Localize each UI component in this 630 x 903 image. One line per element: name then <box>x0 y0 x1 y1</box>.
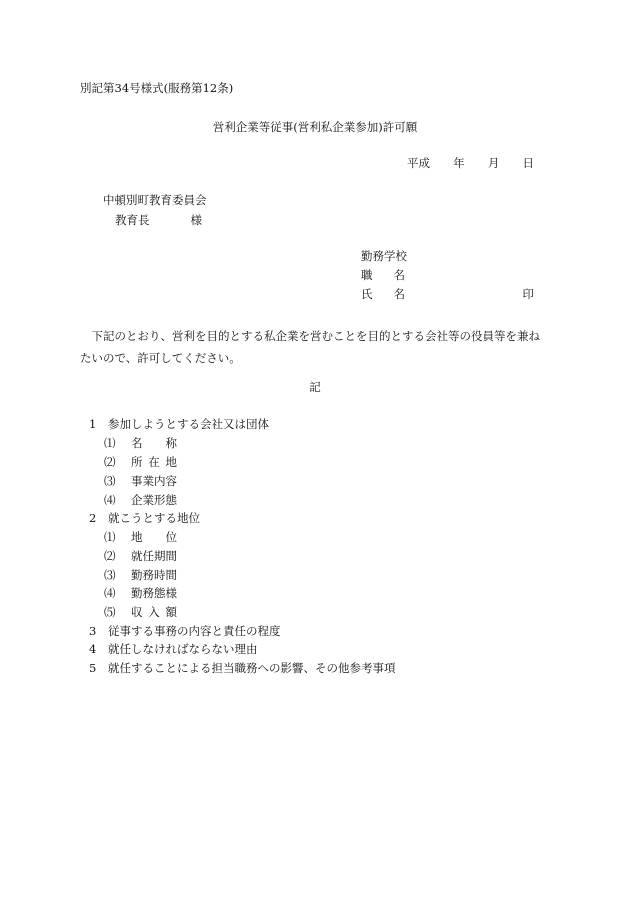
sub-item <box>104 607 177 619</box>
ki-heading: 記 <box>309 380 321 394</box>
sub-item-number: ⑴ <box>104 530 116 544</box>
sub-item-number: ⑵ <box>104 549 116 563</box>
list-item <box>89 663 396 675</box>
list-item <box>89 644 258 656</box>
list-item <box>89 626 281 638</box>
sub-item <box>104 457 177 469</box>
sub-item <box>104 551 177 563</box>
sub-item-number: ⑷ <box>104 586 116 600</box>
sub-item <box>104 438 177 450</box>
name-label-char: 名 <box>393 287 405 301</box>
name-label-char: 氏 <box>361 287 373 301</box>
sub-item <box>104 495 177 507</box>
post-label-char: 職 <box>361 268 373 282</box>
sub-item-label-char: 地 <box>131 530 143 544</box>
list-item <box>89 419 269 431</box>
sub-item-number: ⑵ <box>104 455 116 469</box>
post-label-char: 名 <box>393 268 405 282</box>
item-number: 3 <box>89 624 97 638</box>
sub-item-number: ⑷ <box>104 493 116 507</box>
school-label: 勤務学校 <box>361 249 407 263</box>
date-line <box>407 158 534 170</box>
applicant-name <box>361 289 534 301</box>
sub-item-label-char: 所 <box>131 455 143 469</box>
item-number: 1 <box>89 417 97 431</box>
sub-item-label: 勤務態様 <box>131 586 177 600</box>
request-body-text: 下記のとおり、営利を目的とする私企業を営むことを目的とする会社等の役員等を兼ねたいので、許可してください。 <box>80 329 540 365</box>
sub-item-label-char: 名 <box>131 436 143 450</box>
sub-item-label-char: 収 <box>131 605 143 619</box>
sub-item-number: ⑸ <box>104 605 116 619</box>
item-number: 4 <box>89 642 97 656</box>
sub-item-label-char: 称 <box>165 436 177 450</box>
item-label: 就任しなければならない理由 <box>108 642 258 656</box>
sub-item-label-char: 在 <box>148 455 160 469</box>
addressee-position: 教育長 <box>115 213 150 227</box>
sub-item-number: ⑶ <box>104 474 116 488</box>
sub-item-label: 勤務時間 <box>131 568 177 582</box>
item-label: 就こうとする地位 <box>108 511 200 525</box>
sub-item-label-char: 地 <box>165 455 177 469</box>
form-number-label: 別記第34号様式(服務第12条) <box>80 81 234 95</box>
sub-item <box>104 532 177 544</box>
applicant-post <box>361 270 534 282</box>
item-number: 2 <box>89 511 97 525</box>
seal-mark: 印 <box>522 287 534 301</box>
applicant-school <box>361 251 534 263</box>
sub-item <box>104 476 177 488</box>
document-title: 営利企業等従事(営利私企業参加)許可願 <box>212 120 418 134</box>
sub-item-label: 就任期間 <box>131 549 177 563</box>
list-item <box>89 513 200 525</box>
item-label: 就任することによる担当職務への影響、その他参考事項 <box>108 661 396 675</box>
date-era: 平成 <box>407 156 430 170</box>
sub-item <box>104 570 177 582</box>
sub-item-label-char: 額 <box>165 605 177 619</box>
date-month: 月 <box>487 156 500 170</box>
item-number: 5 <box>89 661 97 675</box>
addressee-organization: 中頓別町教育委員会 <box>103 193 207 207</box>
sub-item-number: ⑴ <box>104 436 116 450</box>
item-label: 参加しようとする会社又は団体 <box>108 417 269 431</box>
date-day: 日 <box>522 156 534 170</box>
sub-item-number: ⑶ <box>104 568 116 582</box>
item-label: 従事する事務の内容と責任の程度 <box>108 624 281 638</box>
sub-item <box>104 588 177 600</box>
sub-item-label: 事業内容 <box>131 474 177 488</box>
sub-item-label: 企業形態 <box>131 493 177 507</box>
sub-item-label-char: 入 <box>148 605 160 619</box>
addressee-line <box>115 215 202 227</box>
date-year: 年 <box>453 156 465 170</box>
sub-item-label-char: 位 <box>165 530 177 544</box>
addressee-honorific: 様 <box>190 213 202 227</box>
